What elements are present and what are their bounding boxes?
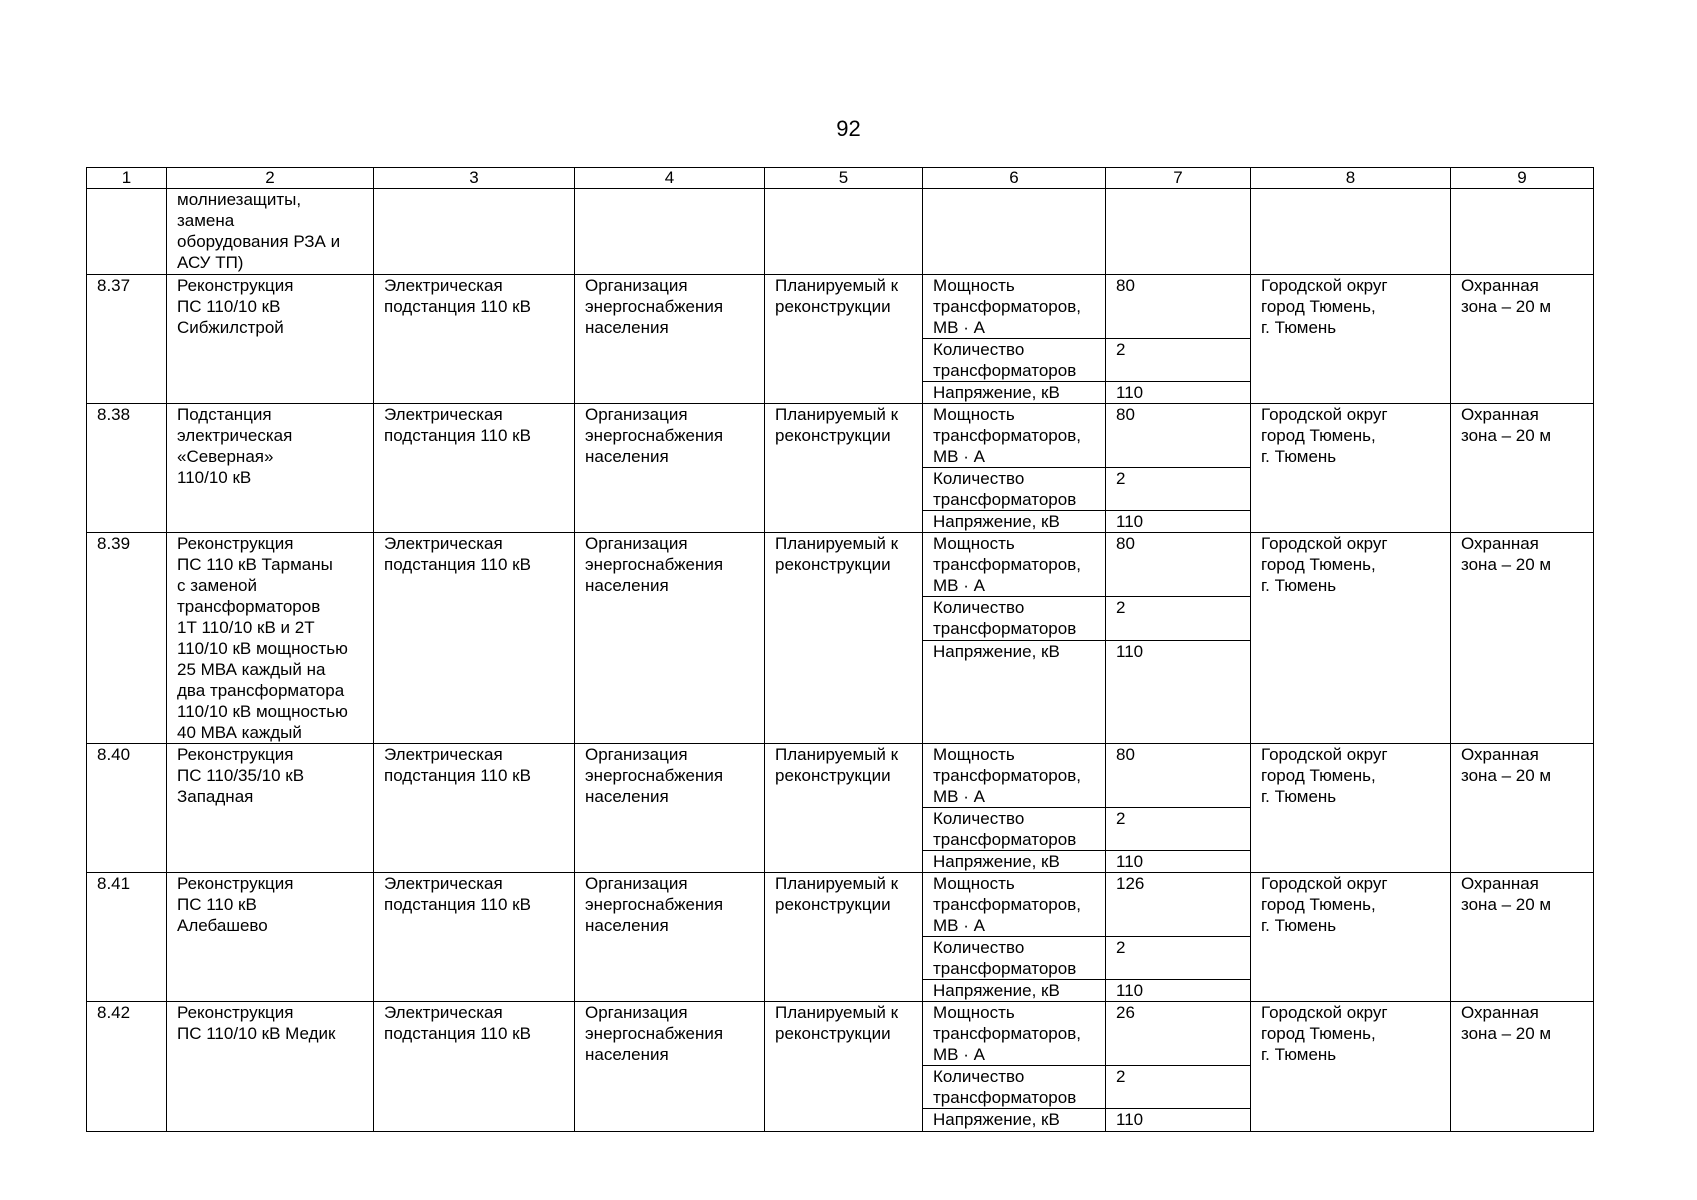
row-number: 8.40 xyxy=(87,744,167,873)
object-purpose: Организация энергоснабжения населения xyxy=(575,533,765,744)
param-label: Напряжение, кВ xyxy=(923,382,1106,404)
object-purpose: Организация энергоснабжения населения xyxy=(575,404,765,533)
param-value: 126 xyxy=(1106,873,1251,937)
column-number: 2 xyxy=(167,168,374,189)
row-number: 8.38 xyxy=(87,404,167,533)
object-purpose: Организация энергоснабжения населения xyxy=(575,1002,765,1132)
param-label: Мощность трансформаторов, МВ · А xyxy=(923,404,1106,468)
column-number: 5 xyxy=(765,168,923,189)
column-number-row xyxy=(87,168,1594,189)
column-number: 8 xyxy=(1251,168,1451,189)
column-number: 3 xyxy=(374,168,575,189)
object-location: Городской округ город Тюмень, г. Тюмень xyxy=(1251,873,1451,1002)
object-type: Электрическая подстанция 110 кВ xyxy=(374,744,575,873)
param-value: 2 xyxy=(1106,937,1251,980)
row-number: 8.42 xyxy=(87,1002,167,1132)
table-row xyxy=(87,1002,1594,1066)
param-value: 2 xyxy=(1106,1066,1251,1109)
row-number: 8.37 xyxy=(87,275,167,404)
param-label: Напряжение, кВ xyxy=(923,851,1106,873)
column-number: 7 xyxy=(1106,168,1251,189)
empty-cell xyxy=(1106,189,1251,275)
object-type: Электрическая подстанция 110 кВ xyxy=(374,1002,575,1132)
empty-cell xyxy=(923,189,1106,275)
object-status: Планируемый к реконструкции xyxy=(765,275,923,404)
object-location: Городской округ город Тюмень, г. Тюмень xyxy=(1251,744,1451,873)
param-label: Мощность трансформаторов, МВ · А xyxy=(923,275,1106,339)
object-name: Реконструкция ПС 110/10 кВ Медик xyxy=(167,1002,374,1132)
object-location: Городской округ город Тюмень, г. Тюмень xyxy=(1251,533,1451,744)
object-purpose: Организация энергоснабжения населения xyxy=(575,744,765,873)
object-status: Планируемый к реконструкции xyxy=(765,533,923,744)
param-label: Напряжение, кВ xyxy=(923,980,1106,1002)
param-value: 80 xyxy=(1106,275,1251,339)
protection-zone: Охранная зона – 20 м xyxy=(1451,275,1594,404)
table-row xyxy=(87,873,1594,937)
param-label: Мощность трансформаторов, МВ · А xyxy=(923,744,1106,808)
row-number: 8.41 xyxy=(87,873,167,1002)
table-row xyxy=(87,744,1594,808)
param-value: 110 xyxy=(1106,851,1251,873)
param-label: Количество трансформаторов xyxy=(923,468,1106,511)
param-value: 80 xyxy=(1106,533,1251,597)
param-value: 26 xyxy=(1106,1002,1251,1066)
continuation-row xyxy=(87,189,1594,275)
object-location: Городской округ город Тюмень, г. Тюмень xyxy=(1251,1002,1451,1132)
param-label: Мощность трансформаторов, МВ · А xyxy=(923,1002,1106,1066)
object-name: Реконструкция ПС 110/35/10 кВ Западная xyxy=(167,744,374,873)
param-label: Количество трансформаторов xyxy=(923,339,1106,382)
protection-zone: Охранная зона – 20 м xyxy=(1451,1002,1594,1132)
param-value: 2 xyxy=(1106,808,1251,851)
object-type: Электрическая подстанция 110 кВ xyxy=(374,873,575,1002)
param-label: Количество трансформаторов xyxy=(923,937,1106,980)
empty-cell xyxy=(374,189,575,275)
continuation-text: молниезащиты, замена оборудования РЗА и АСУ ТП) xyxy=(167,189,374,275)
param-value: 80 xyxy=(1106,744,1251,808)
param-value: 110 xyxy=(1106,1109,1251,1132)
column-number: 9 xyxy=(1451,168,1594,189)
table-row xyxy=(87,404,1594,468)
param-label: Количество трансформаторов xyxy=(923,597,1106,640)
column-number: 4 xyxy=(575,168,765,189)
object-status: Планируемый к реконструкции xyxy=(765,873,923,1002)
object-name: Подстанция электрическая «Северная» 110/10 кВ xyxy=(167,404,374,533)
object-name: Реконструкция ПС 110 кВ Алебашево xyxy=(167,873,374,1002)
param-value: 80 xyxy=(1106,404,1251,468)
empty-cell xyxy=(87,189,167,275)
row-number: 8.39 xyxy=(87,533,167,744)
param-label: Мощность трансформаторов, МВ · А xyxy=(923,873,1106,937)
empty-cell xyxy=(1251,189,1451,275)
column-number: 1 xyxy=(87,168,167,189)
object-type: Электрическая подстанция 110 кВ xyxy=(374,404,575,533)
protection-zone: Охранная зона – 20 м xyxy=(1451,404,1594,533)
param-value: 2 xyxy=(1106,597,1251,640)
object-status: Планируемый к реконструкции xyxy=(765,744,923,873)
param-value: 110 xyxy=(1106,511,1251,533)
object-name: Реконструкция ПС 110 кВ Тарманы с заменой трансформаторов 1Т 110/10 кВ и 2Т 110/10 кВ мощностью 25 МВА каждый на два трансформатора 110/10 кВ мощностью 40 МВА каждый xyxy=(167,533,374,744)
object-purpose: Организация энергоснабжения населения xyxy=(575,275,765,404)
param-value: 2 xyxy=(1106,468,1251,511)
object-location: Городской округ город Тюмень, г. Тюмень xyxy=(1251,275,1451,404)
protection-zone: Охранная зона – 20 м xyxy=(1451,533,1594,744)
object-type: Электрическая подстанция 110 кВ xyxy=(374,533,575,744)
page-number: 92 xyxy=(836,116,861,141)
empty-cell xyxy=(1451,189,1594,275)
column-number: 6 xyxy=(923,168,1106,189)
empty-cell xyxy=(765,189,923,275)
param-value: 110 xyxy=(1106,980,1251,1002)
param-label: Напряжение, кВ xyxy=(923,1109,1106,1132)
object-name: Реконструкция ПС 110/10 кВ Сибжилстрой xyxy=(167,275,374,404)
param-label: Напряжение, кВ xyxy=(923,511,1106,533)
protection-zone: Охранная зона – 20 м xyxy=(1451,873,1594,1002)
object-type: Электрическая подстанция 110 кВ xyxy=(374,275,575,404)
param-label: Количество трансформаторов xyxy=(923,808,1106,851)
empty-cell xyxy=(575,189,765,275)
param-value: 110 xyxy=(1106,640,1251,744)
object-purpose: Организация энергоснабжения населения xyxy=(575,873,765,1002)
table-row xyxy=(87,533,1594,597)
param-label: Напряжение, кВ xyxy=(923,640,1106,744)
param-label: Мощность трансформаторов, МВ · А xyxy=(923,533,1106,597)
object-status: Планируемый к реконструкции xyxy=(765,1002,923,1132)
param-value: 2 xyxy=(1106,339,1251,382)
param-label: Количество трансформаторов xyxy=(923,1066,1106,1109)
objects-table xyxy=(86,167,1594,1132)
table-row xyxy=(87,275,1594,339)
protection-zone: Охранная зона – 20 м xyxy=(1451,744,1594,873)
param-value: 110 xyxy=(1106,382,1251,404)
object-status: Планируемый к реконструкции xyxy=(765,404,923,533)
object-location: Городской округ город Тюмень, г. Тюмень xyxy=(1251,404,1451,533)
